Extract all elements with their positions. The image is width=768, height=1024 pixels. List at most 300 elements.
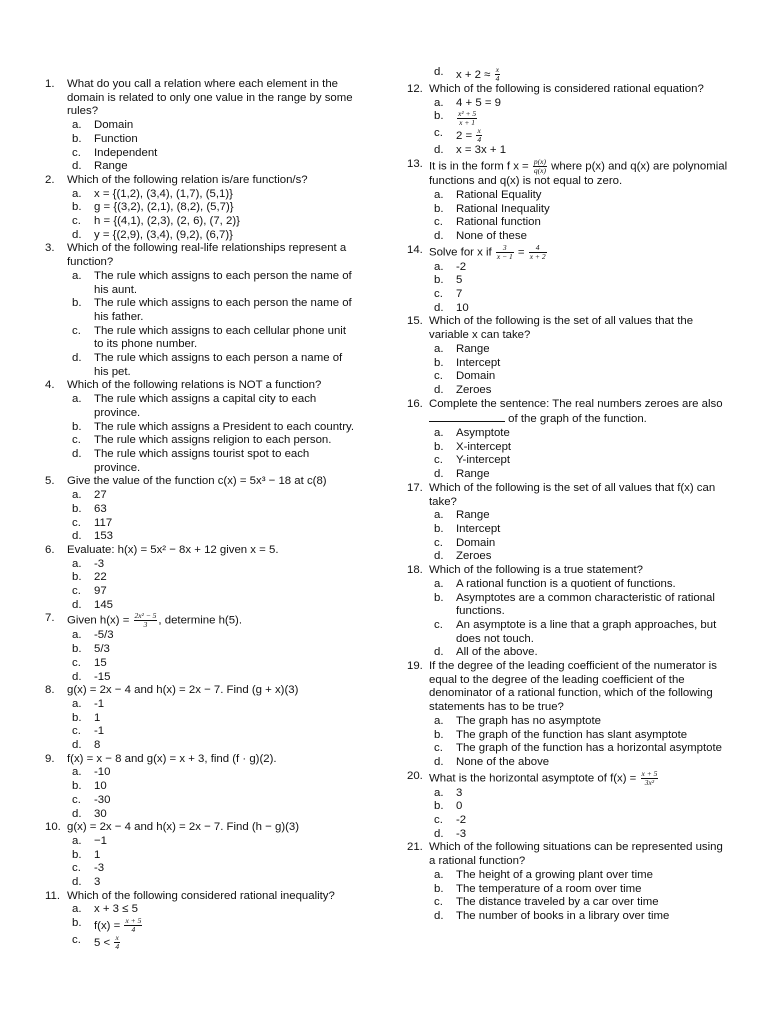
- option-letter: a.: [434, 188, 444, 201]
- question-text-run: Which of the following is a true statement?: [429, 564, 643, 577]
- answer-option[interactable]: [429, 756, 732, 770]
- option-text: [456, 343, 490, 355]
- option-letter: c.: [434, 216, 443, 229]
- option-text-run: Intercept: [456, 356, 501, 369]
- option-letter: a.: [434, 96, 444, 109]
- fraction-numerator: x + 5: [641, 768, 658, 778]
- answer-option[interactable]: [429, 343, 732, 357]
- question-text: [429, 244, 732, 261]
- option-text-run: -3: [94, 862, 105, 875]
- fraction-numerator: 2x² − 5: [134, 611, 157, 621]
- question-number: 1.: [45, 78, 55, 90]
- option-text-run: An asymptote is a line that a graph approaches, but does not touch.: [456, 618, 717, 645]
- option-text: [456, 144, 506, 156]
- option-text-run: 0: [456, 800, 463, 813]
- answer-option[interactable]: [67, 934, 358, 951]
- answer-option[interactable]: [429, 288, 732, 302]
- option-letter: c.: [434, 454, 443, 467]
- option-list: [67, 903, 358, 951]
- answer-option[interactable]: [429, 127, 732, 144]
- option-text: [456, 302, 469, 314]
- answer-option[interactable]: [429, 828, 732, 842]
- option-text-run: 5/3: [94, 643, 110, 656]
- option-letter: c.: [434, 288, 443, 301]
- option-text-run: 153: [94, 530, 114, 543]
- answer-option[interactable]: [67, 393, 358, 420]
- option-letter: c.: [72, 793, 81, 806]
- option-text-run: Independent: [94, 146, 158, 159]
- option-text-run: Asymptote: [456, 427, 510, 440]
- fraction-numerator: x: [495, 65, 500, 74]
- answer-option[interactable]: [67, 629, 358, 643]
- option-letter: d.: [434, 383, 444, 396]
- question-number: 12.: [407, 83, 423, 95]
- answer-option[interactable]: [67, 917, 358, 934]
- answer-option[interactable]: [67, 489, 358, 503]
- option-text-run: None of the above: [456, 755, 550, 768]
- question-text-run: Which of the following is the set of all values that the variable x can take?: [429, 315, 694, 342]
- option-text-run: h = {(4,1), (2,3), (2, 6), (7, 2)}: [94, 215, 240, 228]
- option-text: [456, 370, 495, 382]
- option-text-run: 8: [94, 739, 101, 752]
- option-text: [94, 503, 107, 515]
- option-letter: a.: [72, 766, 82, 779]
- question-number: 6.: [45, 543, 55, 556]
- option-text-run: The graph has no asymptote: [456, 714, 602, 727]
- option-text-run: Range: [456, 342, 490, 355]
- option-text: [94, 766, 110, 778]
- option-list: [429, 343, 732, 398]
- answer-option[interactable]: [67, 270, 358, 297]
- option-letter: b.: [434, 882, 444, 895]
- question-text-run: g(x) = 2x − 4 and h(x) = 2x − 7. Find (h − g)(3): [67, 821, 300, 834]
- answer-option[interactable]: [67, 558, 358, 572]
- option-letter: a.: [434, 786, 444, 799]
- answer-option[interactable]: [429, 216, 732, 230]
- option-text: [456, 787, 462, 799]
- answer-option[interactable]: [67, 643, 358, 657]
- option-list: [429, 869, 732, 924]
- question-fraction: [641, 770, 659, 787]
- option-text: [94, 325, 346, 351]
- answer-option[interactable]: [429, 910, 732, 924]
- option-text: [94, 739, 100, 751]
- option-text: [456, 427, 510, 439]
- question-number: 15.: [407, 315, 423, 328]
- answer-option[interactable]: [67, 862, 358, 876]
- answer-option[interactable]: [429, 261, 732, 275]
- option-list: [429, 97, 732, 158]
- answer-option[interactable]: [67, 215, 358, 229]
- option-letter: c.: [434, 536, 443, 549]
- question-item: [40, 544, 358, 613]
- option-list: [67, 489, 358, 544]
- answer-option[interactable]: [67, 530, 358, 544]
- fraction-denominator: 3x²: [644, 777, 655, 787]
- question-number: 18.: [407, 564, 423, 577]
- answer-option[interactable]: [429, 896, 732, 910]
- option-letter: b.: [434, 110, 444, 123]
- option-letter: a.: [72, 187, 82, 200]
- answer-option[interactable]: [429, 787, 732, 801]
- fraction-denominator: x − 1: [496, 251, 513, 261]
- answer-option[interactable]: [429, 646, 732, 660]
- question-text: [429, 158, 732, 189]
- option-text: [456, 509, 490, 521]
- option-text: [94, 671, 110, 683]
- option-text: [456, 896, 659, 908]
- option-text: [94, 629, 114, 641]
- option-text: [94, 297, 352, 323]
- question-item: [402, 482, 732, 564]
- option-text: [456, 203, 550, 215]
- fraction-numerator: x + 5: [125, 916, 142, 926]
- answer-option[interactable]: [67, 835, 358, 849]
- option-letter: b.: [72, 848, 82, 861]
- option-letter: d.: [434, 646, 444, 659]
- question-text: [67, 612, 358, 629]
- option-text: [456, 729, 687, 741]
- option-letter: d.: [72, 670, 82, 683]
- answer-option[interactable]: [429, 203, 732, 217]
- option-letter: a.: [72, 489, 82, 502]
- option-text: [94, 712, 100, 724]
- answer-option[interactable]: [67, 780, 358, 794]
- question-text: [429, 398, 732, 427]
- option-text: [456, 189, 541, 201]
- option-letter: b.: [434, 440, 444, 453]
- question-text-run: Which of the following real-life relationships represent a function?: [67, 242, 347, 269]
- answer-option[interactable]: [67, 434, 358, 448]
- option-letter: b.: [72, 132, 82, 145]
- option-text: [94, 421, 354, 433]
- option-text-run: The rule which assigns to each person the name of his father.: [94, 297, 352, 323]
- option-text: [94, 725, 104, 737]
- question-text: [67, 242, 358, 269]
- question-number: 17.: [407, 481, 423, 494]
- option-text-run: 97: [94, 585, 107, 598]
- answer-option[interactable]: [429, 144, 732, 158]
- answer-option[interactable]: [429, 274, 732, 288]
- answer-option[interactable]: [429, 742, 732, 756]
- option-letter: b.: [72, 420, 82, 433]
- option-text: [456, 619, 716, 645]
- option-text-run: 7: [456, 288, 463, 301]
- answer-option[interactable]: [429, 454, 732, 468]
- option-text-run: -5/3: [94, 629, 114, 642]
- option-text-run: -10: [94, 766, 111, 779]
- option-text: [94, 780, 107, 792]
- option-letter: c.: [434, 742, 443, 755]
- option-text: [94, 599, 113, 611]
- option-letter: d.: [72, 447, 82, 460]
- question-text-run: of the graph of the function.: [505, 413, 647, 426]
- option-text-run: The rule which assigns to each person the name of his aunt.: [94, 269, 352, 296]
- option-text: [456, 274, 462, 286]
- question-text: [67, 684, 358, 698]
- option-text-run: A rational function is a quotient of functions.: [456, 577, 676, 590]
- answer-option[interactable]: [67, 585, 358, 599]
- option-text: [456, 828, 466, 840]
- option-text: [94, 434, 331, 446]
- option-text-run: 22: [94, 571, 107, 584]
- option-text: [94, 558, 104, 570]
- option-text-run: x = 3x + 1: [456, 144, 507, 157]
- option-fraction: [114, 934, 120, 951]
- answer-option[interactable]: [67, 794, 358, 808]
- option-text: [456, 715, 601, 727]
- answer-option[interactable]: [67, 448, 358, 475]
- question-number: 16.: [407, 397, 423, 410]
- question-number: 7.: [45, 612, 55, 625]
- option-text: [94, 698, 104, 710]
- option-text: [456, 109, 478, 128]
- option-letter: c.: [72, 146, 81, 159]
- option-list: [67, 558, 358, 613]
- option-text-run: 117: [94, 516, 113, 529]
- answer-option[interactable]: [67, 133, 358, 147]
- option-text-run: -2: [456, 814, 467, 827]
- question-item: [40, 475, 358, 544]
- answer-option[interactable]: [67, 766, 358, 780]
- option-text-run: 63: [94, 502, 107, 515]
- option-text: [94, 188, 233, 200]
- option-letter: b.: [72, 711, 82, 724]
- fraction-numerator: 3: [496, 244, 514, 253]
- question-text-run: Which of the following is the set of all values that f(x) can take?: [429, 481, 716, 508]
- question-text-run: Which of the following situations can be represented using a rational function?: [429, 841, 723, 868]
- option-text-run: The number of books in a library over time: [456, 909, 670, 922]
- question-number: 13.: [407, 158, 423, 171]
- question-text: [429, 83, 732, 97]
- answer-option[interactable]: [67, 671, 358, 685]
- answer-option[interactable]: [429, 468, 732, 482]
- option-letter: c.: [72, 934, 81, 947]
- fraction-denominator: q(x): [533, 166, 546, 176]
- option-text: [94, 933, 121, 952]
- answer-option[interactable]: [67, 503, 358, 517]
- question-number: 21.: [407, 841, 423, 854]
- option-text-run: 30: [94, 807, 107, 820]
- option-text-run: Zeroes: [456, 550, 492, 563]
- option-text-run: Y-intercept: [456, 454, 511, 467]
- answer-option[interactable]: [429, 578, 732, 592]
- answer-option[interactable]: [67, 160, 358, 174]
- answer-option[interactable]: [67, 808, 358, 822]
- answer-option[interactable]: [67, 571, 358, 585]
- option-text: [94, 119, 133, 131]
- option-fraction: [495, 66, 501, 83]
- option-text-run: x + 2 ≈: [456, 68, 494, 81]
- fraction-denominator: 3: [143, 620, 148, 630]
- option-text: [94, 571, 107, 583]
- option-letter: c.: [434, 618, 443, 631]
- option-letter: c.: [434, 814, 443, 827]
- option-letter: c.: [72, 215, 81, 228]
- option-list: [67, 629, 358, 684]
- option-text: [94, 393, 316, 419]
- option-letter: d.: [434, 909, 444, 922]
- answer-option[interactable]: [67, 698, 358, 712]
- answer-option[interactable]: [67, 725, 358, 739]
- option-letter: b.: [434, 591, 444, 604]
- option-text: [94, 657, 107, 669]
- answer-option[interactable]: [429, 427, 732, 441]
- option-text: [456, 65, 501, 83]
- option-text-run: Function: [94, 132, 138, 145]
- option-letter: b.: [72, 917, 82, 930]
- right-column: [402, 66, 732, 924]
- answer-option[interactable]: [67, 599, 358, 613]
- option-text-run: x = {(1,2), (3,4), (1,7), (5,1)}: [94, 187, 233, 200]
- option-letter: d.: [72, 807, 82, 820]
- option-text-run: 145: [94, 598, 114, 611]
- answer-option[interactable]: [67, 421, 358, 435]
- answer-option[interactable]: [429, 110, 732, 127]
- option-text-run: 5: [456, 274, 463, 287]
- answer-option[interactable]: [429, 537, 732, 551]
- answer-option[interactable]: [429, 384, 732, 398]
- question-text-run: What do you call a relation where each element in the domain is related to only one value in the range by some rules?: [67, 78, 353, 118]
- option-letter: c.: [72, 725, 81, 738]
- answer-option[interactable]: [429, 800, 732, 814]
- option-letter: b.: [434, 202, 444, 215]
- answer-option[interactable]: [67, 297, 358, 324]
- option-text: [94, 147, 157, 159]
- option-letter: c.: [434, 127, 443, 140]
- question-number: 14.: [407, 243, 423, 256]
- answer-option[interactable]: [67, 903, 358, 917]
- option-list: [67, 698, 358, 753]
- option-letter: b.: [434, 728, 444, 741]
- answer-option[interactable]: [67, 876, 358, 890]
- option-text-run: All of the above.: [456, 646, 538, 659]
- answer-option[interactable]: [429, 883, 732, 897]
- option-letter: d.: [72, 876, 82, 889]
- option-list: [429, 427, 732, 482]
- answer-option[interactable]: [67, 201, 358, 215]
- question-text-run: Which of the following is considered rational equation?: [429, 83, 704, 95]
- answer-option[interactable]: [429, 370, 732, 384]
- option-text-run: -15: [94, 670, 111, 683]
- option-letter: b.: [72, 643, 82, 656]
- answer-option[interactable]: [67, 325, 358, 352]
- answer-option[interactable]: [67, 517, 358, 531]
- answer-option[interactable]: [67, 352, 358, 379]
- answer-option[interactable]: [67, 188, 358, 202]
- answer-option[interactable]: [429, 715, 732, 729]
- option-letter: b.: [72, 571, 82, 584]
- option-text-run: The graph of the function has slant asymptote: [456, 728, 688, 741]
- option-list: [429, 715, 732, 770]
- option-letter: a.: [72, 269, 82, 282]
- option-letter: a.: [434, 427, 444, 440]
- fraction-denominator: x + 2: [529, 251, 546, 261]
- option-letter: d.: [72, 739, 82, 752]
- answer-option[interactable]: [429, 550, 732, 564]
- option-text: [456, 126, 483, 145]
- question-item: [402, 83, 732, 158]
- option-text: [94, 876, 100, 888]
- option-text: [456, 578, 676, 590]
- option-letter: d.: [434, 301, 444, 314]
- option-text: [94, 352, 342, 378]
- answer-option[interactable]: [429, 592, 732, 619]
- answer-option[interactable]: [429, 97, 732, 111]
- option-text: [456, 800, 462, 812]
- answer-option[interactable]: [67, 712, 358, 726]
- option-letter: a.: [72, 697, 82, 710]
- question-item: [402, 564, 732, 660]
- answer-option[interactable]: [429, 869, 732, 883]
- question-number: 19.: [407, 660, 423, 673]
- option-text-run: The rule which assigns to each cellular phone unit to its phone number.: [94, 324, 347, 351]
- question-text-run: Given h(x) =: [67, 614, 133, 627]
- answer-option[interactable]: [67, 147, 358, 161]
- option-text-run: The rule which assigns a President to each country.: [94, 420, 355, 433]
- answer-option[interactable]: [67, 119, 358, 133]
- option-letter: c.: [72, 585, 81, 598]
- option-letter: c.: [72, 656, 81, 669]
- answer-option[interactable]: [429, 357, 732, 371]
- question-number: 4.: [45, 379, 55, 392]
- question-item: [40, 612, 358, 684]
- option-text-run: -2: [456, 260, 467, 273]
- answer-option[interactable]: [429, 729, 732, 743]
- answer-option[interactable]: [429, 523, 732, 537]
- answer-option[interactable]: [67, 657, 358, 671]
- option-letter: b.: [434, 800, 444, 813]
- option-letter: b.: [72, 201, 82, 214]
- option-text: [456, 537, 495, 549]
- answer-option[interactable]: [67, 739, 358, 753]
- answer-option[interactable]: [67, 849, 358, 863]
- question-item: [40, 379, 358, 475]
- option-text: [94, 215, 240, 227]
- answer-option[interactable]: [429, 441, 732, 455]
- option-letter: a.: [72, 393, 82, 406]
- answer-option[interactable]: [429, 302, 732, 316]
- option-text: [456, 288, 462, 300]
- option-text: [456, 357, 500, 369]
- question-text-run: It is in the form f x =: [429, 160, 532, 173]
- option-list: [67, 188, 358, 243]
- question-text: [67, 753, 358, 767]
- option-text-run: 1: [94, 848, 101, 861]
- option-letter: d.: [434, 827, 444, 840]
- option-text-run: The graph of the function has a horizontal asymptote: [456, 742, 722, 755]
- question-item: [402, 398, 732, 482]
- option-text-run: Rational Inequality: [456, 202, 550, 215]
- answer-option[interactable]: [429, 619, 732, 646]
- question-text: [67, 78, 358, 119]
- option-list: [429, 578, 732, 660]
- answer-option[interactable]: [429, 189, 732, 203]
- answer-option[interactable]: [429, 66, 732, 83]
- option-text-run: g = {(3,2), (2,1), (8,2), (5,7)}: [94, 201, 234, 214]
- fraction-denominator: 4: [115, 942, 120, 952]
- answer-option[interactable]: [429, 509, 732, 523]
- question-item: [402, 66, 732, 83]
- option-text: [94, 643, 110, 655]
- question-text: [429, 660, 732, 715]
- option-text: [94, 808, 107, 820]
- answer-option[interactable]: [67, 229, 358, 243]
- answer-option[interactable]: [429, 230, 732, 244]
- answer-option[interactable]: [429, 814, 732, 828]
- option-text: [456, 261, 466, 273]
- fraction-denominator: 4: [495, 74, 500, 83]
